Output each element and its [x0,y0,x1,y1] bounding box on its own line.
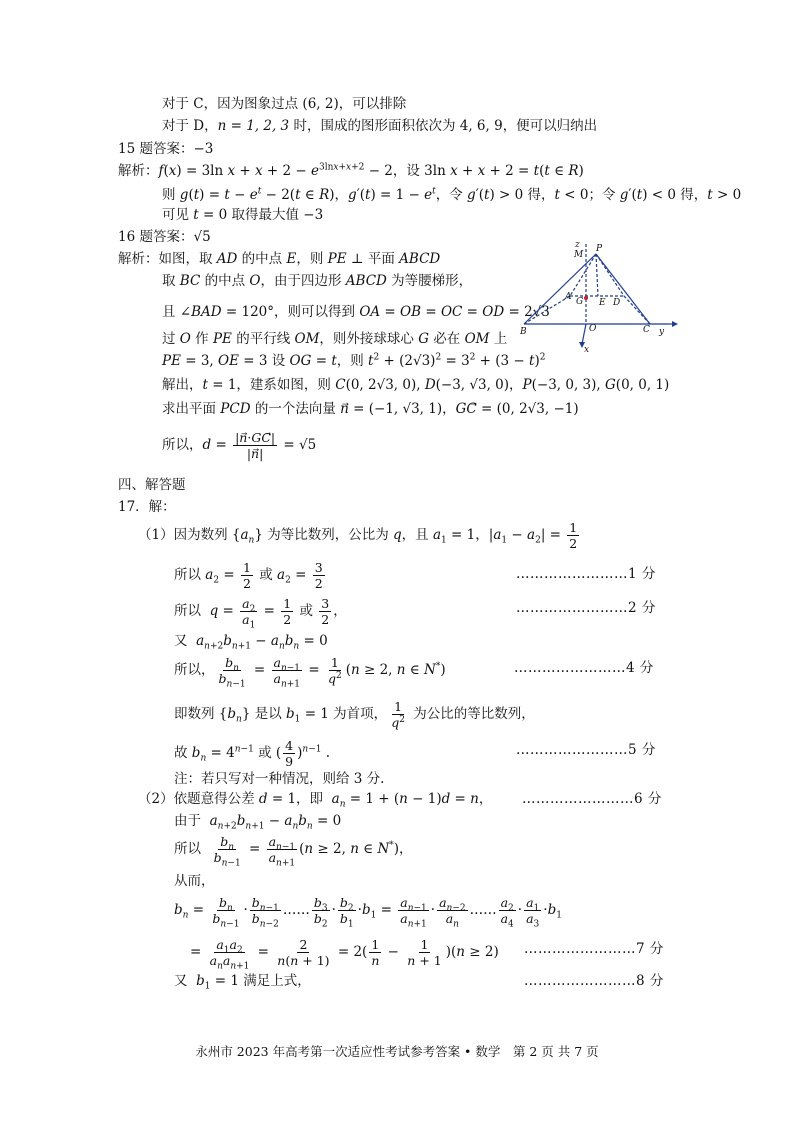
p1-line3: 所以 q = $\frac{a_2}{a_1}$ = $\frac{1}{2}$ 或 $\frac{3}{2}$ ， [174,596,347,631]
q15-answer: 15 题答案：−3 [118,141,214,157]
p2-line6: = $\frac{a_1a_2}{a_na_{n+1}}$ = $\frac{2}{n(n + 1)}$ = 2( $\frac{1}{n}$ − $\frac{1}{n + 1}$ )(n ≥ 2) [190,937,499,972]
q16-solution-line8: 所以，d = $\frac{|n⃗\cdot GC⃗|}{|n⃗|}$ = √5 [162,430,317,461]
point-value: (6, 2) [302,96,339,112]
q15-solution-line2: 则 $g(t) = t - e^t - 2(t$ ∈ R)，$g'(t) = 1 - e^t$，令 g′(t) > 0 得，t < 0；令 g′(t) < 0 得，t > 0 [162,186,742,203]
points-6: ……………………6 分 [522,791,662,807]
p2-line4: 从而， [174,873,215,889]
point-g [584,296,588,300]
label-b: B [520,327,527,337]
page-footer: 永州市 2023 年高考第一次适应性考试参考答案 • 数学 第 2 页 共 7 页 [195,1044,599,1059]
p2-line2: 由于 $a_{n+2}b_{n+1} - a_nb_n = 0$ [174,813,342,832]
line-option-c: 对于 C，因为图象过点 (6, 2)，可以排除 [162,96,407,112]
points-4: ……………………4 分 [514,660,654,676]
x-axis [582,324,586,344]
label-p: P [596,244,603,254]
p2-line7: 又 $b_1 = 1$ 满足上式， [174,973,311,992]
p2-line5: $b_n$ = $\frac{b_n}{b_{n-1}}$ · $\frac{b_{n-1}}{b_{n-2}}$ …… $\frac{b_3}{b_2}$ · $\frac{b_2}{b_1}$ $\cdot b_1$ = $\frac{a_{n-1}}{a_{n+1}}$ · $\frac{a_{n-2}}{a_n}$ …… $\frac{a_2}{a_4}$ · $\frac{a_1}{a_3}$ $\cdot b_1$ [174,895,562,930]
label-d: D [613,298,621,308]
points-1: ……………………1 分 [516,566,656,582]
p1-line2: 所以 $a_2$ = $\frac{1}{2}$ 或 $a_2$ = $\frac{3}{2}$ [174,560,323,591]
q16-answer: 16 题答案：√5 [118,229,211,245]
edge-pd [596,254,624,296]
edge-pb [524,254,596,324]
section-heading: 四、解答题 [118,477,186,493]
label-c: C [643,325,650,335]
q16-solution-line5: PE = 3, OE = 3 设 OG = t，则 $t^2 + (2√3)^2 = 3^2 + (3 - t)^2$ [162,352,546,369]
line-option-d: 对于 D，n = 1, 2, 3 时，围成的图形面积依次为 4, 6, 9，便可以归纳出 [162,118,598,134]
p1-line7: 故 $b_n = 4^{n-1}$ 或 ( $\frac{4}{9}$ )$^{n-1}$ . [174,738,331,769]
edge-ba [524,296,570,324]
p1-line5: 所以， $\frac{b_n}{b_{n-1}}$ = $\frac{a_{n-1}}{a_{n+1}}$ = $\frac{1}{q^2}$ (n ≥ 2, n ∈ N*) [174,655,446,690]
p1-line4: 又 $a_{n+2}b_{n+1} - a_nb_n = 0$ [174,633,328,652]
p1-line6: 即数列 $\{b_n\}$ 是以 $b_1 = 1$ 为首项， $\frac{1}{q^2}$ 为公比的等比数列， [174,699,535,730]
q16-solution-line6: 解出，t = 1，建系如图，则 C(0, 2√3, 0), D(−3, √3, 0)，P(−3, 0, 3), G(0, 0, 1) [162,377,670,393]
p1-line1: （1）因为数列 $\{a_n\}$ 为等比数列，公比为 q，且 $a_1 = 1$，$|a_1 - a_2|$ = $\frac{1}{2}$ [138,520,578,551]
q16-solution-line7: 求出平面 PCD 的一个法向量 n⃗ = (−1, √3, 1)，GC⃗ = (0, 2√3, −1) [162,401,579,417]
label-m: M [574,250,584,260]
n-values: n = 1, 2, 3 [217,118,290,134]
q15-solution-line3: 可见 t = 0 取得最大值 −3 [162,207,324,223]
label-y: y [659,327,665,337]
p2-line3: 所以 $\frac{b_n}{b_{n-1}}$ = $\frac{a_{n-1}}{a_{n+1}}$ (n ≥ 2, n ∈ N*)， [174,834,413,869]
label-z: z [575,240,580,250]
area-values: 4, 6, 9 [459,118,503,134]
p2-line1: （2）依题意得公差 d = 1，即 $a_n = 1 + (n - 1)d = n$， [138,791,493,810]
points-7: ……………………7 分 [524,941,664,957]
q16-solution-line4: 过 O 作 PE 的平行线 OM，则外接球球心 G 必在 OM 上 [162,331,508,347]
points-8: ……………………8 分 [524,973,664,989]
points-2: ……………………2 分 [516,600,656,616]
edge-pc [596,254,650,324]
q16-solution-line2: 取 BC 的中点 O，由于四边形 ABCD 为等腰梯形， [162,273,473,289]
p1-note: 注：若只写对一种情况，则给 3 分. [174,771,385,787]
label-a: A [565,292,572,302]
pyramid-figure [512,236,682,356]
label-g: G [576,297,584,307]
label-x: x [584,345,590,355]
edge-dc [624,296,650,324]
q17-heading: 17．解： [118,499,176,515]
q15-solution-line1: 解析：f(x) = 3ln $x + x + 2 - e^{3lnx+x+2} - 2$，设 3ln x + x + 2 = t(t ∈ R) [118,162,584,179]
points-5: ……………………5 分 [516,742,656,758]
q16-solution-line1: 解析：如图，取 AD 的中点 E，则 PE ⊥ 平面 ABCD [118,251,441,267]
segment-pe [596,254,598,296]
label-e: E [599,298,606,308]
q16-solution-line3: 且 ∠BAD = 120°，则可以得到 OA = OB = OC = OD = 2√3 [162,304,550,320]
label-o: O [589,324,597,334]
